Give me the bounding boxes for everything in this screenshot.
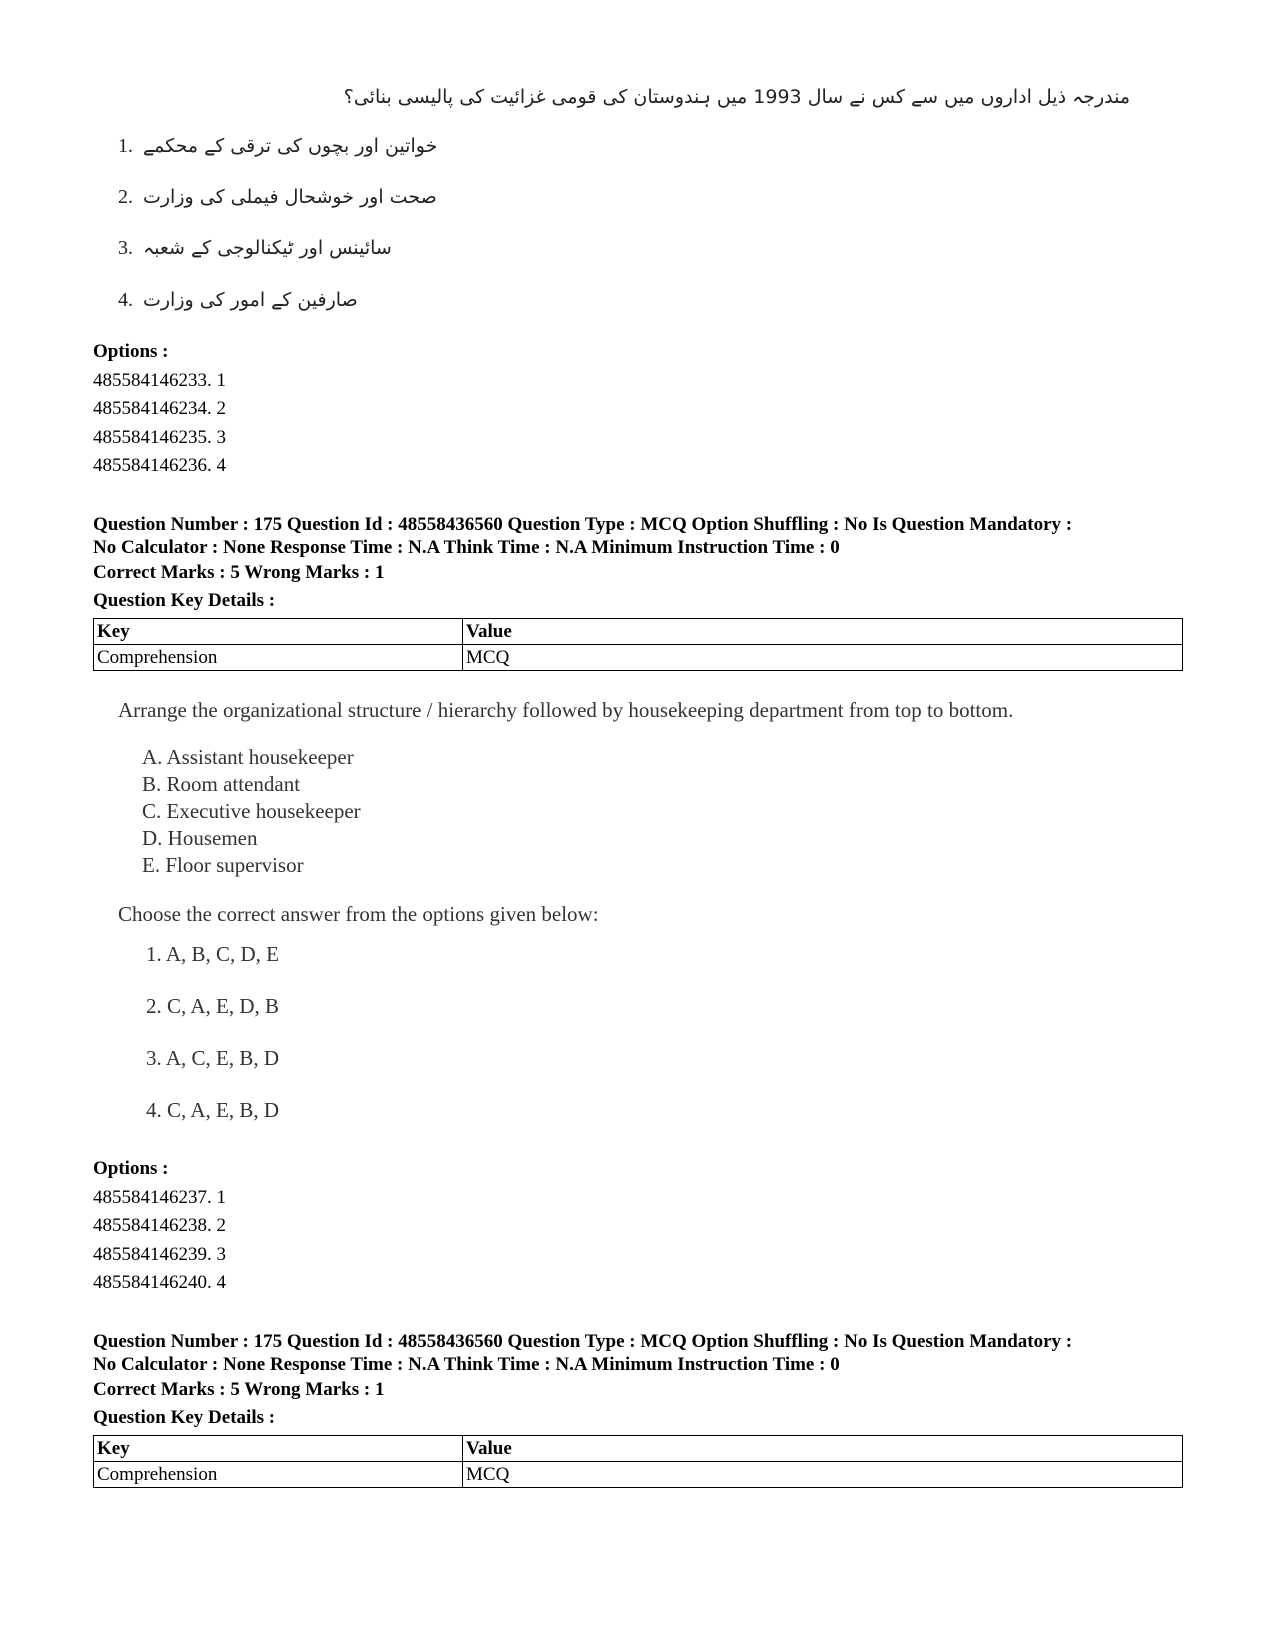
urdu-choice-number: 2. bbox=[118, 186, 133, 208]
urdu-choice-number: 3. bbox=[118, 237, 133, 259]
urdu-choice-text: صارفین کے امور کی وزارت bbox=[143, 289, 358, 311]
question-meta bbox=[93, 513, 1193, 615]
answer-choice: 3. A, C, E, B, D bbox=[146, 1046, 280, 1070]
urdu-choice bbox=[118, 182, 437, 212]
answer-choice: 1. A, B, C, D, E bbox=[146, 942, 280, 966]
table-header-value: Value bbox=[463, 619, 1183, 645]
english-question bbox=[118, 697, 1013, 1136]
urdu-choice bbox=[118, 233, 392, 263]
table-header-row bbox=[94, 1436, 1183, 1462]
option-item: 485584146233. 1 bbox=[93, 369, 226, 391]
meta-line-2: No Calculator : None Response Time : N.A Think Time : N.A Minimum Instruction Time : 0 bbox=[93, 537, 840, 558]
options-list bbox=[93, 338, 226, 481]
option-item: 485584146235. 3 bbox=[93, 426, 226, 448]
table-row bbox=[94, 1462, 1183, 1488]
option-item: 485584146238. 2 bbox=[93, 1215, 226, 1236]
answer-choices bbox=[146, 928, 1013, 1136]
option-item: 485584146236. 4 bbox=[93, 455, 226, 476]
answer-choice: 2. C, A, E, D, B bbox=[146, 994, 280, 1018]
meta-line-1: Question Number : 175 Question Id : 48558436560 Question Type : MCQ Option Shuffling : No Is Question Mandatory : bbox=[93, 1331, 1073, 1352]
arrangement-item: D. Housemen bbox=[142, 826, 258, 850]
urdu-question-stem: مندرجہ ذیل اداروں میں سے کس نے سال 1993 میں ہندوستان کی قومی غزائیت کی پالیسی بنائی؟ bbox=[343, 86, 1130, 108]
table-cell-value: MCQ bbox=[463, 645, 1183, 671]
table-cell-value: MCQ bbox=[463, 1462, 1183, 1488]
table-cell-key: Comprehension bbox=[94, 645, 463, 671]
arrangement-item: C. Executive housekeeper bbox=[142, 799, 361, 823]
question-stem: Arrange the organizational structure / hierarchy followed by housekeeping department from top to bottom. bbox=[118, 698, 1014, 722]
option-item: 485584146237. 1 bbox=[93, 1186, 226, 1208]
option-item: 485584146234. 2 bbox=[93, 398, 226, 419]
answer-choice: 4. C, A, E, B, D bbox=[146, 1098, 280, 1122]
meta-line-1: Question Number : 175 Question Id : 48558436560 Question Type : MCQ Option Shuffling : No Is Question Mandatory : bbox=[93, 514, 1073, 535]
meta-line-2: No Calculator : None Response Time : N.A Think Time : N.A Minimum Instruction Time : 0 bbox=[93, 1354, 840, 1375]
options-list bbox=[93, 1155, 226, 1298]
key-details-table bbox=[93, 618, 1183, 671]
option-item: 485584146240. 4 bbox=[93, 1272, 226, 1293]
marks-line: Correct Marks : 5 Wrong Marks : 1 bbox=[93, 1379, 385, 1400]
arrangement-item: A. Assistant housekeeper bbox=[142, 745, 354, 769]
urdu-choice bbox=[118, 285, 358, 315]
table-header-key: Key bbox=[94, 1436, 463, 1462]
arrangement-item: E. Floor supervisor bbox=[142, 853, 304, 877]
options-heading: Options : bbox=[93, 1158, 169, 1179]
urdu-choice bbox=[118, 131, 437, 161]
key-details-table bbox=[93, 1435, 1183, 1488]
urdu-choice-number: 1. bbox=[118, 135, 133, 157]
key-details-heading: Question Key Details : bbox=[93, 590, 276, 611]
table-header-key: Key bbox=[94, 619, 463, 645]
urdu-choice-number: 4. bbox=[118, 289, 133, 311]
options-heading: Options : bbox=[93, 341, 169, 362]
question-meta bbox=[93, 1330, 1193, 1432]
table-row bbox=[94, 645, 1183, 671]
arrangement-item: B. Room attendant bbox=[142, 772, 301, 796]
urdu-choice-text: سائینس اور ٹیکنالوجی کے شعبہ bbox=[143, 237, 392, 259]
urdu-choice-text: صحت اور خوشحال فیملی کی وزارت bbox=[143, 186, 437, 208]
option-item: 485584146239. 3 bbox=[93, 1243, 226, 1265]
choose-instruction: Choose the correct answer from the options given below: bbox=[118, 902, 599, 926]
table-cell-key: Comprehension bbox=[94, 1462, 463, 1488]
urdu-choice-text: خواتین اور بچوں کی ترقی کے محکمے bbox=[143, 135, 438, 157]
table-header-row bbox=[94, 619, 1183, 645]
marks-line: Correct Marks : 5 Wrong Marks : 1 bbox=[93, 562, 385, 583]
key-details-heading: Question Key Details : bbox=[93, 1407, 276, 1428]
table-header-value: Value bbox=[463, 1436, 1183, 1462]
arrangement-items bbox=[142, 744, 1013, 879]
